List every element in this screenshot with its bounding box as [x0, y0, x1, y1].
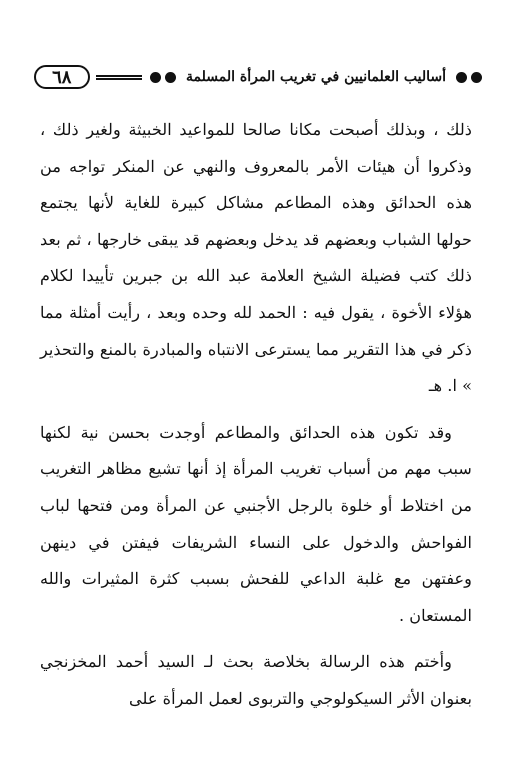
- paragraph: وأختم هذه الرسالة بخلاصة بحث لـ السيد أحمد المخزنجي بعنوان الأثر السيكولوجي والتربوى لعمل المرأة على: [40, 652, 472, 708]
- page-number: ٦٨: [34, 65, 90, 89]
- page-header: [26, 60, 484, 94]
- running-title: أساليب العلمانيين في تغريب المرأة المسلمة: [186, 69, 446, 85]
- header-rule: [96, 75, 142, 80]
- bullet-icon: [165, 72, 176, 83]
- bullet-icon: [456, 72, 467, 83]
- bullet-icon: [471, 72, 482, 83]
- paragraph: ذلك ، وبذلك أصبحت مكانا صالحا للمواعيد الخبيثة ولغير ذلك ، وذكروا أن هيئات الأمر بالمعروف والنهي عن المنكر تواجه من هذه الحدائق وهذه المطاعم مشاكل كبيرة للغاية لأنها يجتمع حولها الشباب وبعضهم قد يدخل وبعضهم قد يبقى خارجها ، ثم بعد ذلك كتب فضيلة الشيخ العلامة عبد الله بن جبرين تأييدا لكلام هؤلاء الأخوة ، يقول فيه : الحمد لله وحده وبعد ، رأيت أمثلة مما ذكر في هذا التقرير مما يسترعى الانتباه والمبادرة بالمنع والتحذير » ا. هـ: [40, 120, 472, 396]
- paragraph: وقد تكون هذه الحدائق والمطاعم أوجدت بحسن نية لكنها سبب مهم من أسباب تغريب المرأة إذ أنها تشيع مظاهر التغريب من اختلاط أو خلوة بالرجل الأجنبي عن المرأة ومن فتحها لباب الفواحش والدخول على النساء الشريفات فيفتن في دينهن وعفتهن مع غلبة الداعي للفحش بسبب كثرة المثيرات والله المستعان .: [40, 422, 472, 625]
- bullet-icon: [150, 72, 161, 83]
- page-body: [40, 112, 472, 718]
